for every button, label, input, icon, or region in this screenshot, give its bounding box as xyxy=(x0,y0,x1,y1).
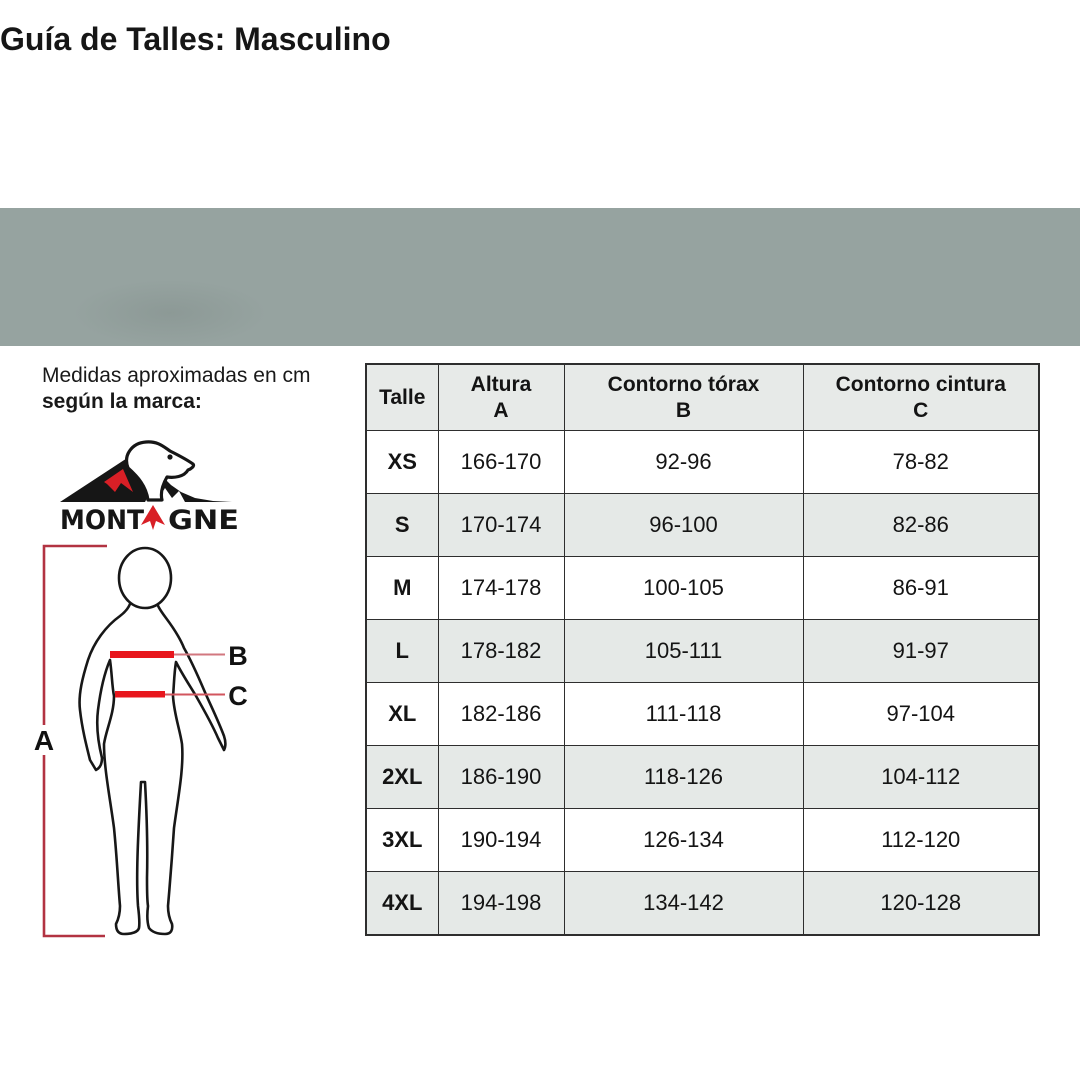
body-silhouette xyxy=(80,596,226,934)
column-header-altura: Altura A xyxy=(438,364,564,431)
measurement-cell: 111-118 xyxy=(564,683,803,746)
measurement-cell: 105-111 xyxy=(564,620,803,683)
measurement-cell: 97-104 xyxy=(803,683,1039,746)
measurement-cell: 186-190 xyxy=(438,746,564,809)
table-row xyxy=(366,746,1039,809)
measurement-cell: 166-170 xyxy=(438,431,564,494)
body-head xyxy=(119,548,171,608)
size-table-body xyxy=(366,431,1039,936)
table-row xyxy=(366,809,1039,872)
header-banner xyxy=(0,208,1080,346)
table-row xyxy=(366,683,1039,746)
waist-bar xyxy=(115,691,165,698)
measurement-cell: 182-186 xyxy=(438,683,564,746)
measure-note-line2: según la marca: xyxy=(42,390,202,413)
label-chest-b: B xyxy=(228,641,248,671)
table-row xyxy=(366,494,1039,557)
size-cell: XS xyxy=(366,431,438,494)
measurement-cell: 100-105 xyxy=(564,557,803,620)
size-cell: 2XL xyxy=(366,746,438,809)
size-cell: XL xyxy=(366,683,438,746)
table-row xyxy=(366,431,1039,494)
size-table-header xyxy=(366,364,1039,431)
measurement-cell: 134-142 xyxy=(564,872,803,936)
label-waist-c: C xyxy=(228,681,248,711)
page-title: Guía de Talles: Masculino xyxy=(0,21,391,58)
measurement-cell: 178-182 xyxy=(438,620,564,683)
measurement-cell: 104-112 xyxy=(803,746,1039,809)
measurement-cell: 120-128 xyxy=(803,872,1039,936)
size-cell: S xyxy=(366,494,438,557)
measurement-cell: 118-126 xyxy=(564,746,803,809)
measurement-cell: 170-174 xyxy=(438,494,564,557)
montagne-logo xyxy=(52,436,247,534)
chest-bar xyxy=(110,651,174,658)
measurement-cell: 194-198 xyxy=(438,872,564,936)
measurement-cell: 96-100 xyxy=(564,494,803,557)
measurement-cell: 86-91 xyxy=(803,557,1039,620)
measurement-cell: 126-134 xyxy=(564,809,803,872)
wordmark-right: GNE xyxy=(168,505,239,534)
table-row xyxy=(366,620,1039,683)
banner-smudge xyxy=(40,268,300,358)
header-row xyxy=(366,364,1039,431)
measure-note-line1: Medidas aproximadas en cm xyxy=(42,364,311,387)
measurement-cell: 92-96 xyxy=(564,431,803,494)
wordmark-left: MONT xyxy=(60,505,145,534)
measure-note xyxy=(42,363,310,415)
column-header-talle: Talle xyxy=(366,364,438,431)
measurement-cell: 190-194 xyxy=(438,809,564,872)
size-cell: M xyxy=(366,557,438,620)
measurement-cell: 82-86 xyxy=(803,494,1039,557)
size-cell: 3XL xyxy=(366,809,438,872)
measurement-cell: 91-97 xyxy=(803,620,1039,683)
table-row xyxy=(366,872,1039,936)
size-cell: L xyxy=(366,620,438,683)
eagle-eye xyxy=(167,454,172,459)
wordmark-bird-icon xyxy=(141,505,165,530)
size-table xyxy=(365,363,1040,936)
column-header-torax: Contorno tórax B xyxy=(564,364,803,431)
table-row xyxy=(366,557,1039,620)
measurement-cell: 78-82 xyxy=(803,431,1039,494)
label-height-a: A xyxy=(33,725,55,756)
body-measurement-diagram xyxy=(28,538,273,950)
measurement-cell: 112-120 xyxy=(803,809,1039,872)
size-cell: 4XL xyxy=(366,872,438,936)
column-header-cintura: Contorno cintura C xyxy=(803,364,1039,431)
measurement-cell: 174-178 xyxy=(438,557,564,620)
